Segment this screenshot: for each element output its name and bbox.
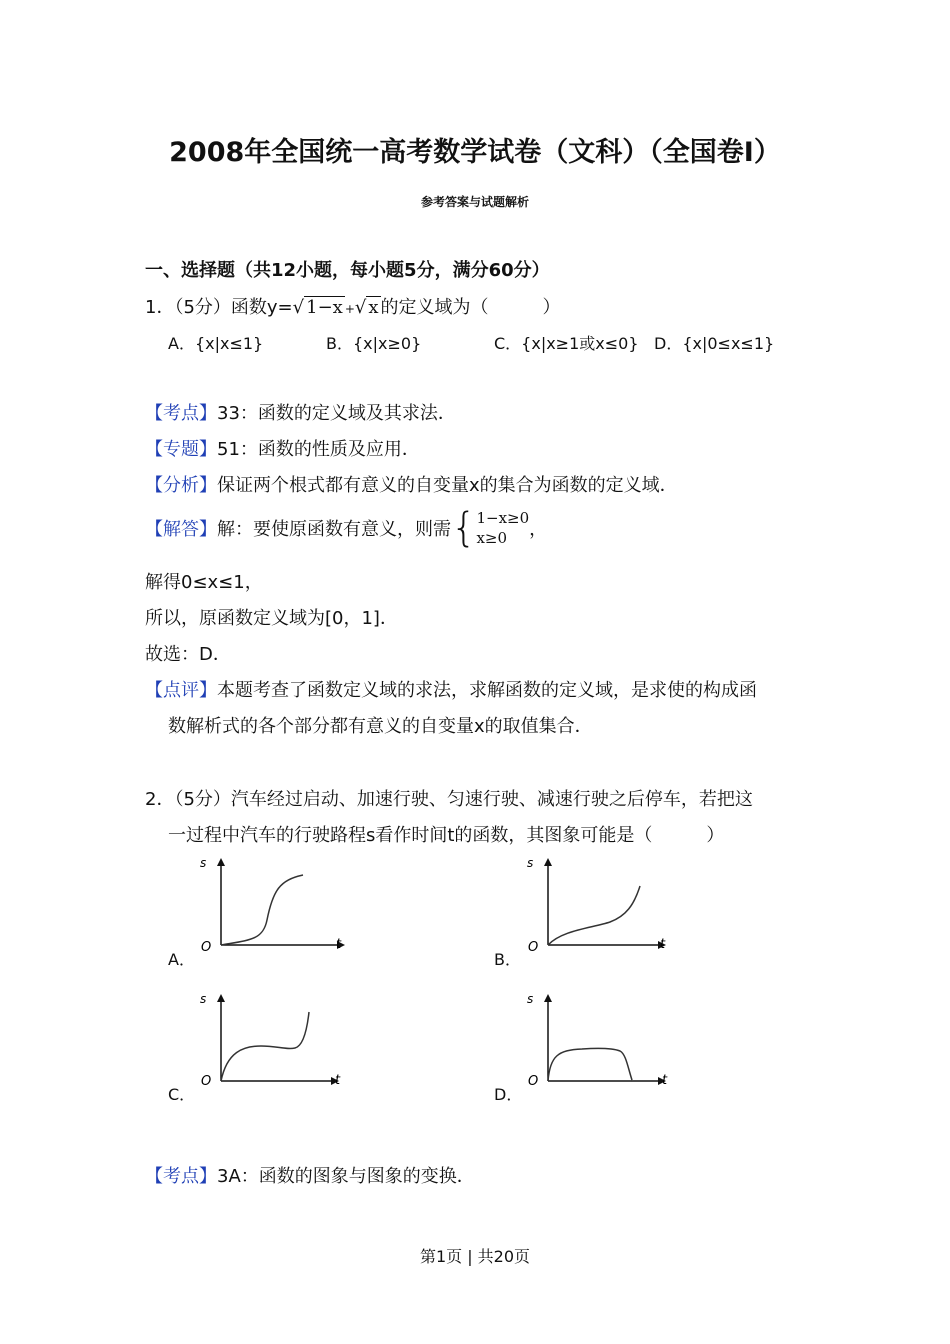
axis-s-label: s <box>200 992 207 1006</box>
axis-s-label: s <box>527 992 534 1006</box>
graph-a-label: A． <box>168 950 195 969</box>
y-axis-arrow <box>217 858 225 866</box>
y-axis-arrow <box>217 994 225 1002</box>
curve-d <box>548 1048 632 1081</box>
section-heading: 一、选择题（共12小题，每小题5分，满分60分） <box>145 260 550 281</box>
page-title: 2008年全国统一高考数学试卷（文科）（全国卷Ⅰ） <box>169 137 781 168</box>
graph-d <box>522 986 682 1091</box>
y-axis-arrow <box>544 994 552 1002</box>
graph-c-label: C． <box>168 1085 196 1104</box>
q1-jieda: 【解答】解：要使原函数有意义，则需{ 1−x≥0 x≥0 ， <box>145 505 548 551</box>
curve-c <box>221 1012 309 1081</box>
origin-label: O <box>528 1074 539 1089</box>
origin-label: O <box>201 1074 212 1089</box>
graph-a <box>195 850 355 955</box>
q1-option-d: D．{x|0≤x≤1} <box>654 334 775 353</box>
origin-label: O <box>201 940 212 955</box>
q1-step-1: 解得0≤x≤1， <box>145 572 263 593</box>
q2-stem-line2: 一过程中汽车的行驶路程s看作时间t的函数，其图象可能是（ ） <box>168 825 725 846</box>
system-brace: { <box>451 505 477 551</box>
y-axis-arrow <box>544 858 552 866</box>
axis-s-label: s <box>527 856 534 870</box>
q1-option-b: B．{x|x≥0} <box>326 334 422 353</box>
axis-s-label: s <box>200 856 207 870</box>
axis-t-label: t <box>335 1073 341 1088</box>
q1-dianping: 【点评】本题考查了函数定义域的求法，求解函数的定义域，是求使的构成函 <box>145 680 757 701</box>
axis-t-label: t <box>336 937 342 952</box>
graph-b-label: B． <box>494 950 521 969</box>
axis-t-label: t <box>662 1073 668 1088</box>
q1-option-a: A．{x|x≤1} <box>168 334 264 353</box>
origin-label: O <box>528 940 539 955</box>
page-footer: 第1页 | 共20页 <box>419 1247 531 1266</box>
q1-option-c: C．{x|x≥1或x≤0} <box>494 334 639 353</box>
graph-b <box>522 850 682 955</box>
graph-c <box>195 986 355 1091</box>
q1-dianping-cont: 数解析式的各个部分都有意义的自变量x的取值集合． <box>168 716 593 737</box>
q1-kaodian: 【考点】33：函数的定义域及其求法． <box>145 403 456 424</box>
page-subtitle: 参考答案与试题解析 <box>420 195 529 209</box>
curve-b <box>548 886 640 945</box>
q1-fenxi: 【分析】保证两个根式都有意义的自变量x的集合为函数的定义域． <box>145 475 678 496</box>
graph-d-label: D． <box>494 1085 523 1104</box>
q1-zhuanti: 【专题】51：函数的性质及应用． <box>145 439 420 460</box>
q2-stem-line1: 2．（5分）汽车经过启动、加速行驶、匀速行驶、减速行驶之后停车，若把这 <box>145 789 753 810</box>
sqrt-x: x <box>368 297 379 318</box>
curve-a <box>221 875 303 945</box>
q1-stem: 1．（5分）函数y=√ 1−x +√ x 的定义域为（ ） <box>145 297 561 318</box>
q2-kaodian: 【考点】3A：函数的图象与图象的变换． <box>145 1166 475 1187</box>
inequality-system: 1−x≥0 x≥0 <box>476 509 530 547</box>
sqrt-1-minus-x: 1−x <box>306 297 343 318</box>
q1-step-2: 所以，原函数定义域为[0，1]． <box>145 608 398 629</box>
q1-step-3: 故选：D． <box>145 644 231 665</box>
axis-t-label: t <box>660 937 666 952</box>
